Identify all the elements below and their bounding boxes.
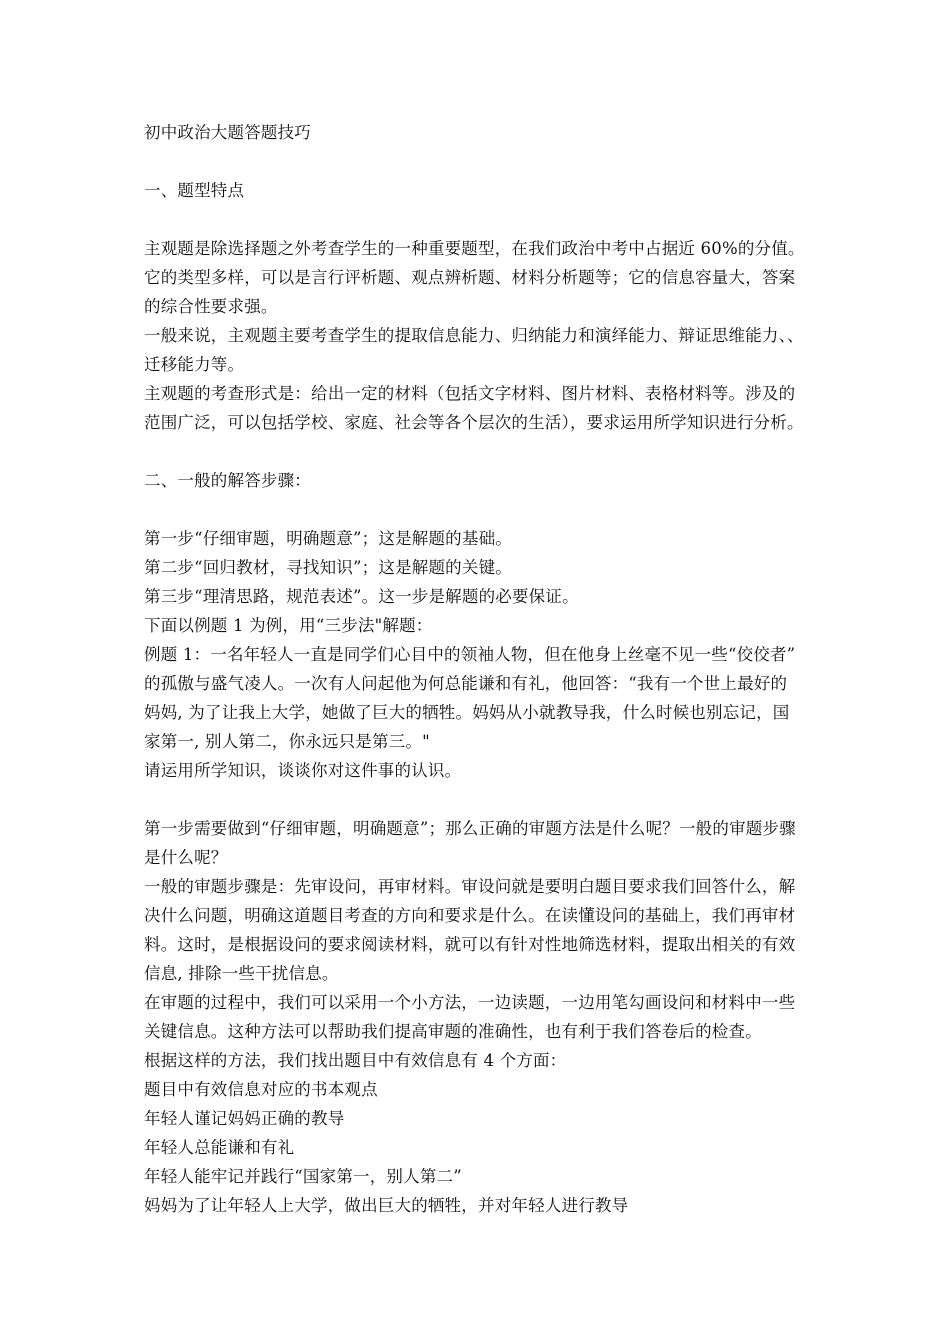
paragraph-line: 第二步“回归教材，寻找知识”；这是解题的关键。 [144,558,512,577]
paragraph-line: 第一步需要做到“仔细审题，明确题意”；那么正确的审题方法是什么呢？一般的审题步骤 [144,819,796,838]
list-item: 年轻人总能谦和有礼 [144,1138,295,1157]
spacer [144,785,824,814]
paragraph-line: 是什么呢？ [144,848,228,867]
paragraph-line: 主观题的考查形式是：给出一定的材料（包括文字材料、图片材料、表格材料等。涉及的 [144,384,796,403]
document-body [144,118,824,1220]
paragraph-line: 主观题是除选择题之外考查学生的一种重要题型，在我们政治中考中占据近 60%的分值。 [144,239,805,258]
paragraph-line: 范围广泛，可以包括学校、家庭、社会等各个层次的生活），要求运用所学知识进行分析。 [144,413,804,432]
paragraph-line: 它的类型多样，可以是言行评析题、观点辨析题、材料分析题等；它的信息容量大，答案 [144,268,796,287]
spacer [144,147,824,176]
paragraph-line: 信息, 排除一些干扰信息。 [144,964,339,983]
paragraph-line: 迁移能力等。 [144,355,245,374]
spacer [144,205,824,234]
paragraph-line: 的孤傲与盛气凌人。一次有人问起他为何总能谦和有礼，他回答：“我有一个世上最好的 [144,674,788,693]
paragraph-line: 根据这样的方法，我们找出题目中有效信息有 4 个方面： [144,1051,567,1070]
document-title: 初中政治大题答题技巧 [144,123,311,142]
list-item: 年轻人谨记妈妈正确的教导 [144,1109,345,1128]
paragraph-line: 料。这时，是根据设问的要求阅读材料，就可以有针对性地筛选材料，提取出相关的有效 [144,935,796,954]
paragraph-line: 妈妈, 为了让我上大学，她做了巨大的牺牲。妈妈从小就教导我，什么时候也别忘记，国 [144,703,790,722]
list-item: 年轻人能牢记并践行“国家第一，别人第二” [144,1167,462,1186]
paragraph-line: 家第一, 别人第二，你永远只是第三。" [144,732,430,751]
paragraph-line: 关键信息。这种方法可以帮助我们提高审题的准确性，也有利于我们答卷后的检查。 [144,1022,762,1041]
section-heading-1: 一、题型特点 [144,181,245,200]
paragraph-line: 一般来说，主观题主要考查学生的提取信息能力、归纳能力和演绎能力、辩证思维能力、、 [144,326,804,345]
paragraph-line: 在审题的过程中，我们可以采用一个小方法，一边读题，一边用笔勾画设问和材料中一些 [144,993,796,1012]
paragraph-line: 决什么问题，明确这道题目考查的方向和要求是什么。在读懂设问的基础上，我们再审材 [144,906,796,925]
spacer [144,495,824,524]
paragraph-line: 请运用所学知识，谈谈你对这件事的认识。 [144,761,462,780]
paragraph-line: 下面以例题 1 为例，用“三步法"解题： [144,616,433,635]
paragraph-line: 一般的审题步骤是：先审设问，再审材料。审设问就是要明白题目要求我们回答什么，解 [144,877,796,896]
paragraph-line: 的综合性要求强。 [144,297,278,316]
paragraph-line: 第三步“理清思路，规范表述”。这一步是解题的必要保证。 [144,587,579,606]
spacer [144,437,824,466]
list-item: 题目中有效信息对应的书本观点 [144,1080,378,1099]
paragraph-line: 第一步“仔细审题，明确题意”；这是解题的基础。 [144,529,512,548]
list-item: 妈妈为了让年轻人上大学，做出巨大的牺牲，并对年轻人进行教导 [144,1196,629,1215]
paragraph-line: 例题 1：一名年轻人一直是同学们心目中的领袖人物，但在他身上丝毫不见一些“佼佼者” [144,645,796,664]
section-heading-2: 二、一般的解答步骤： [144,471,311,490]
